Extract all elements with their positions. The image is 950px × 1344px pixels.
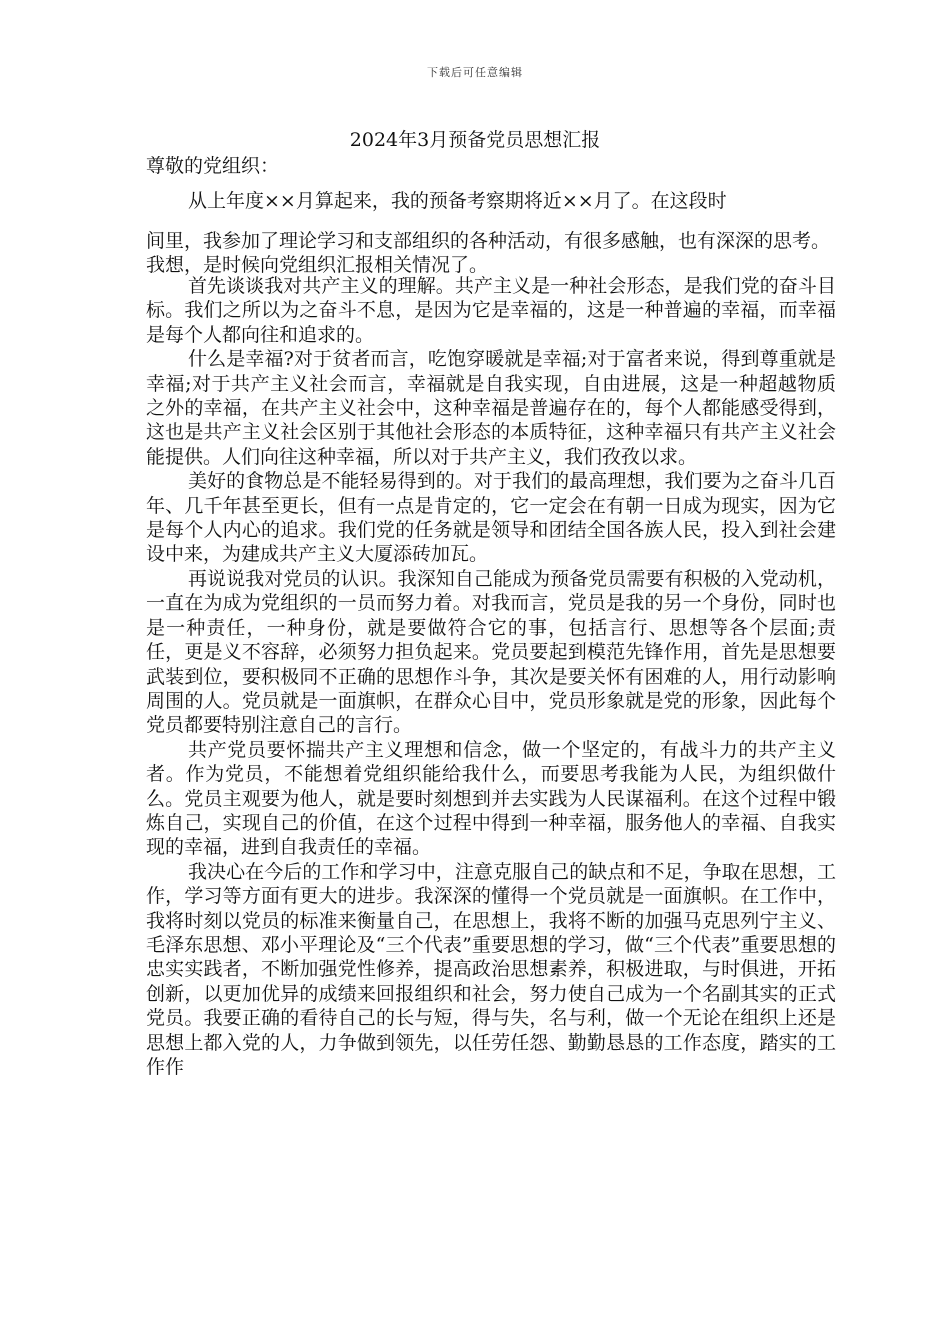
page-title: 2024年3月预备党员思想汇报 bbox=[349, 129, 601, 151]
paragraph-party-member-understanding: 再说说我对党员的认识。我深知自己能成为预备党员需要有积极的入党动机，一直在为成为党组织的一员而努力着。对我而言，党员是我的另一个身份，同时也是一种责任，一种身份，就是要做符合它的事，包括言行、思想等各个层面;责任，更是义不容辞，必须努力担负起来。党员要起到模范先锋作用，首先是思想要武装到位，要积极同不正确的思想作斗争，其次是要关怀有困难的人，用行动影响周围的人。党员就是一面旗帜，在群众心目中，党员形象就是党的形象，因此每个党员都要特别注意自己的言行。 bbox=[146, 567, 836, 737]
opening-paragraph bbox=[146, 189, 836, 277]
report-body bbox=[146, 274, 836, 1079]
paragraph-what-is-happiness: 什么是幸福?对于贫者而言，吃饱穿暖就是幸福;对于富者来说，得到尊重就是幸福;对于共产主义社会而言，幸福就是自我实现，自由进展，这是一种超越物质之外的幸福，在共产主义社会中，这种幸福是普遍存在的，每个人都能感受得到，这也是共产主义社会区别于其他社会形态的本质特征，这种幸福只有共产主义社会能提供。人们向往这种幸福，所以对于共产主义，我们孜孜以求。 bbox=[146, 348, 836, 468]
salutation: 尊敬的党组织： bbox=[146, 155, 280, 177]
paragraph-communism-understanding: 首先谈谈我对共产主义的理解。共产主义是一种社会形态，是我们党的奋斗目标。我们之所以为之奋斗不息，是因为它是幸福的，这是一种普遍的幸福，而幸福是每个人都向往和追求的。 bbox=[146, 275, 836, 346]
opening-paragraph-line-1: 从上年度××月算起来，我的预备考察期将近××月了。在这段时 bbox=[188, 190, 727, 212]
paragraph-highest-ideal: 美好的食物总是不能轻易得到的。对于我们的最高理想，我们要为之奋斗几百年、几千年甚至更长，但有一点是肯定的，它一定会在有朝一日成为现实，因为它是每个人内心的追求。我们党的任务就是领导和团结全国各族人民，投入到社会建设中来，为建成共产主义大厦添砖加瓦。 bbox=[146, 470, 836, 566]
opening-paragraph-rest: 间里，我参加了理论学习和支部组织的各种活动，有很多感触，也有深深的思考。我想，是时候向党组织汇报相关情况了。 bbox=[146, 230, 831, 276]
paragraph-resolution: 我决心在今后的工作和学习中，注意克服自己的缺点和不足，争取在思想，工作，学习等方面有更大的进步。我深深的懂得一个党员就是一面旗帜。在工作中，我将时刻以党员的标准来衡量自己，在思想上，我将不断的加强马克思列宁主义、毛泽东思想、邓小平理论及“三个代表”重要思想的学习，做“三个代表”重要思想的忠实实践者，不断加强党性修养，提高政治思想素养，积极进取，与时俱进，开拓创新，以更加优异的成绩来回报组织和社会，努力使自己成为一个名副其实的正式党员。我要正确的看待自己的长与短，得与失，名与利，做一个无论在组织上还是思想上都入党的人，力争做到领先，以任劳任怨、勤勤恳恳的工作态度，踏实的工作作 bbox=[146, 860, 836, 1078]
header-note: 下载后可任意编辑 bbox=[427, 66, 523, 79]
paragraph-communist-ideals: 共产党员要怀揣共产主义理想和信念，做一个坚定的，有战斗力的共产主义者。作为党员，不能想着党组织能给我什么，而要思考我能为人民，为组织做什么。党员主观要为他人，就是要时刻想到并去实践为人民谋福利。在这个过程中锻炼自己，实现自己的价值，在这个过程中得到一种幸福，服务他人的幸福、自我实现的幸福，进到自我责任的幸福。 bbox=[146, 738, 836, 859]
